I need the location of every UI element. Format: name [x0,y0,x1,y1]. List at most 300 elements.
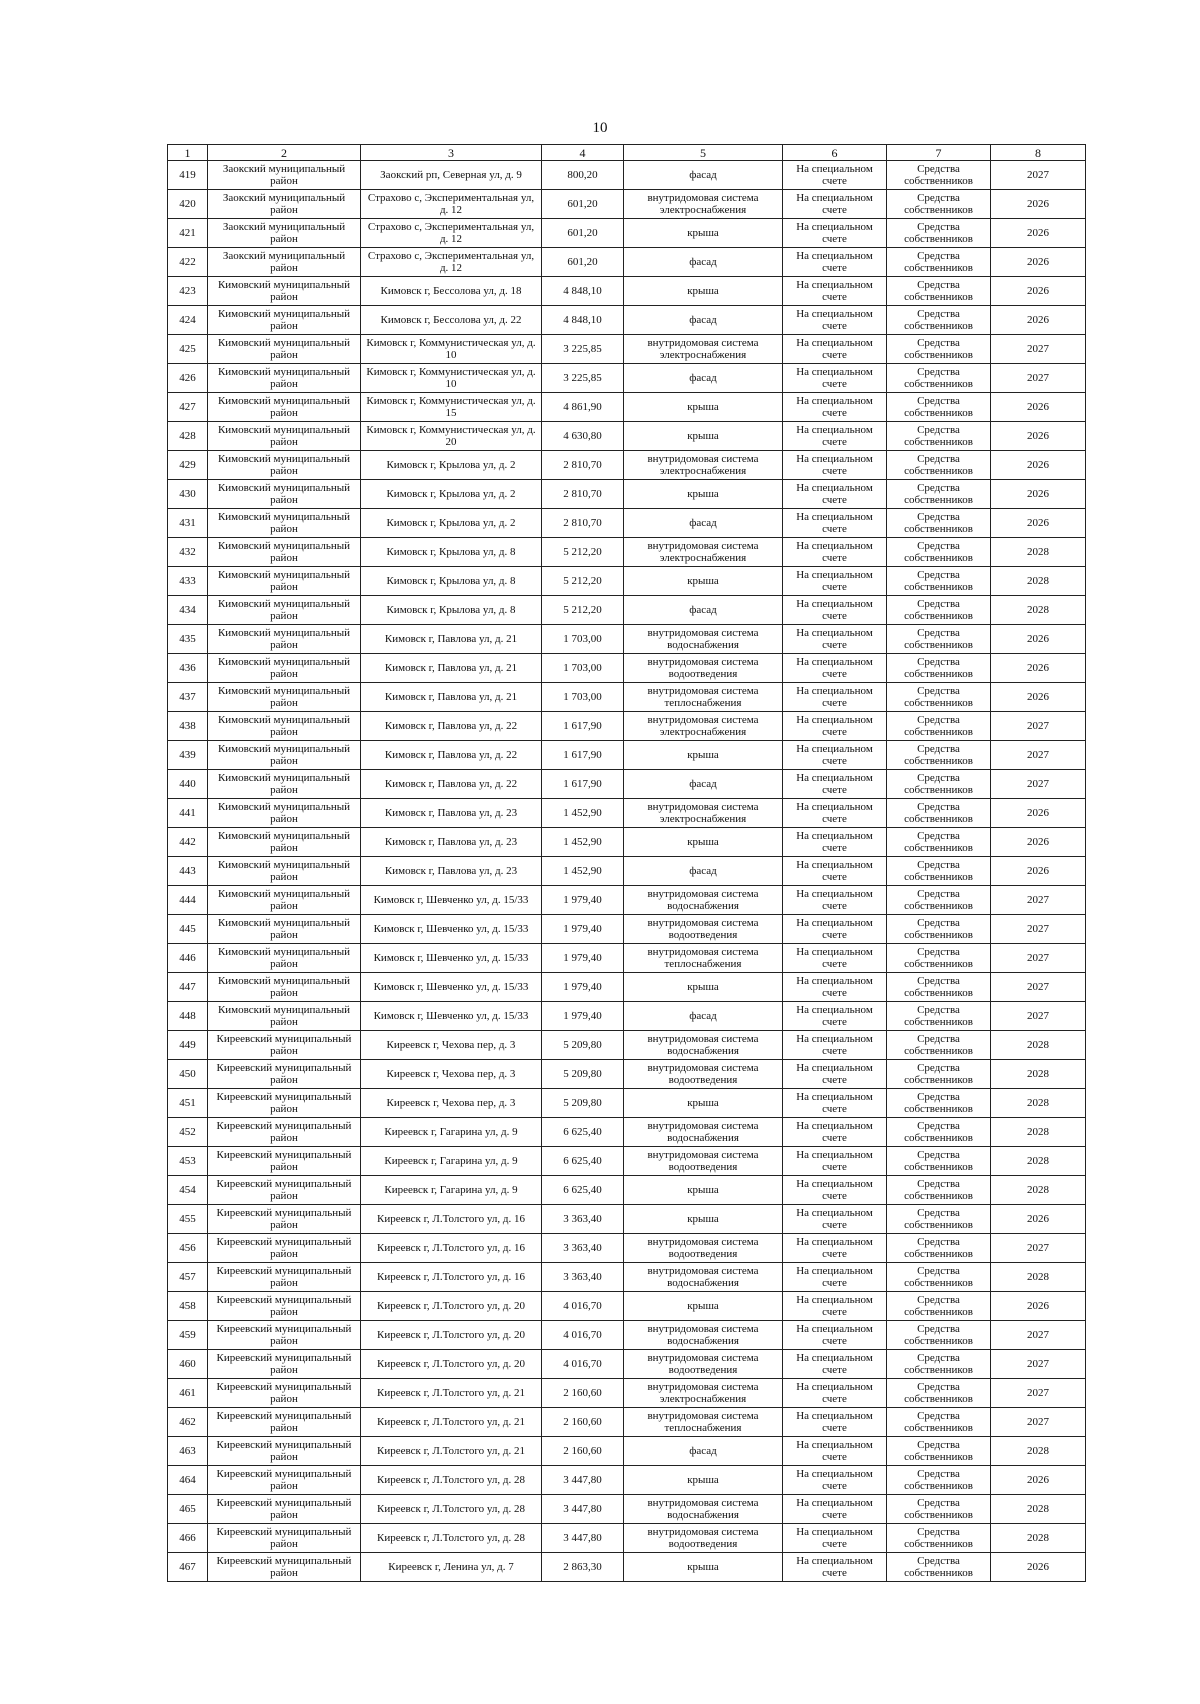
year-cell: 2027 [991,915,1086,944]
address-cell: Кимовск г, Павлова ул, д. 23 [361,857,542,886]
area-cell: 5 209,80 [542,1060,624,1089]
table-row [168,1524,1086,1553]
work-type-cell: фасад [624,306,783,335]
work-type-cell: фасад [624,596,783,625]
year-cell: 2026 [991,248,1086,277]
row-number-cell: 462 [168,1408,208,1437]
work-type-cell: внутридомовая система водоотведения [624,1350,783,1379]
row-number-cell: 419 [168,161,208,190]
work-type-cell: внутридомовая система водоотведения [624,1524,783,1553]
year-cell: 2028 [991,1263,1086,1292]
header-row [168,145,1086,161]
table-row [168,683,1086,712]
area-cell: 1 703,00 [542,625,624,654]
address-cell: Кимовск г, Шевченко ул, д. 15/33 [361,1002,542,1031]
fund-account-cell: На специальном счете [783,1437,887,1466]
address-cell: Киреевск г, Л.Толстого ул, д. 20 [361,1292,542,1321]
work-type-cell: крыша [624,480,783,509]
work-type-cell: фасад [624,248,783,277]
work-type-cell: внутридомовая система водоснабжения [624,625,783,654]
column-header: 5 [624,145,783,161]
work-type-cell: внутридомовая система водоотведения [624,1147,783,1176]
table-row [168,770,1086,799]
address-cell: Киреевск г, Л.Толстого ул, д. 21 [361,1408,542,1437]
row-number-cell: 430 [168,480,208,509]
year-cell: 2026 [991,190,1086,219]
row-number-cell: 439 [168,741,208,770]
area-cell: 1 703,00 [542,683,624,712]
address-cell: Киреевск г, Чехова пер, д. 3 [361,1089,542,1118]
work-type-cell: крыша [624,1176,783,1205]
row-number-cell: 428 [168,422,208,451]
address-cell: Кимовск г, Павлова ул, д. 22 [361,741,542,770]
year-cell: 2026 [991,219,1086,248]
address-cell: Киреевск г, Л.Толстого ул, д. 16 [361,1234,542,1263]
funding-source-cell: Средства собственников [887,1089,991,1118]
fund-account-cell: На специальном счете [783,248,887,277]
work-type-cell: внутридомовая система электроснабжения [624,799,783,828]
area-cell: 2 160,60 [542,1379,624,1408]
table-row [168,538,1086,567]
year-cell: 2028 [991,1060,1086,1089]
year-cell: 2028 [991,1524,1086,1553]
work-type-cell: крыша [624,1205,783,1234]
year-cell: 2027 [991,161,1086,190]
fund-account-cell: На специальном счете [783,625,887,654]
table-row [168,1292,1086,1321]
year-cell: 2026 [991,1466,1086,1495]
address-cell: Кимовск г, Крылова ул, д. 2 [361,509,542,538]
address-cell: Кимовск г, Коммунистическая ул, д. 10 [361,335,542,364]
table-row [168,1495,1086,1524]
table-row [168,973,1086,1002]
row-number-cell: 431 [168,509,208,538]
district-cell: Киреевский муниципальный район [208,1350,361,1379]
year-cell: 2027 [991,335,1086,364]
address-cell: Кимовск г, Шевченко ул, д. 15/33 [361,915,542,944]
funding-source-cell: Средства собственников [887,538,991,567]
row-number-cell: 441 [168,799,208,828]
area-cell: 1 452,90 [542,799,624,828]
row-number-cell: 457 [168,1263,208,1292]
address-cell: Кимовск г, Шевченко ул, д. 15/33 [361,973,542,1002]
address-cell: Кимовск г, Бессолова ул, д. 18 [361,277,542,306]
table-row [168,1147,1086,1176]
area-cell: 3 363,40 [542,1205,624,1234]
year-cell: 2028 [991,1118,1086,1147]
row-number-cell: 433 [168,567,208,596]
row-number-cell: 460 [168,1350,208,1379]
column-header: 6 [783,145,887,161]
work-type-cell: внутридомовая система электроснабжения [624,335,783,364]
area-cell: 2 810,70 [542,509,624,538]
district-cell: Кимовский муниципальный район [208,799,361,828]
year-cell: 2027 [991,1379,1086,1408]
funding-source-cell: Средства собственников [887,741,991,770]
table-row [168,712,1086,741]
year-cell: 2027 [991,1408,1086,1437]
table-row [168,944,1086,973]
row-number-cell: 436 [168,654,208,683]
page-number: 10 [592,120,608,136]
address-cell: Киреевск г, Л.Толстого ул, д. 20 [361,1321,542,1350]
row-number-cell: 434 [168,596,208,625]
table-row [168,596,1086,625]
address-cell: Киреевск г, Л.Толстого ул, д. 28 [361,1495,542,1524]
year-cell: 2027 [991,712,1086,741]
area-cell: 2 160,60 [542,1408,624,1437]
fund-account-cell: На специальном счете [783,1002,887,1031]
row-number-cell: 465 [168,1495,208,1524]
area-cell: 6 625,40 [542,1147,624,1176]
district-cell: Кимовский муниципальный район [208,538,361,567]
funding-source-cell: Средства собственников [887,973,991,1002]
table-row [168,161,1086,190]
area-cell: 1 979,40 [542,886,624,915]
district-cell: Кимовский муниципальный район [208,886,361,915]
district-cell: Киреевский муниципальный район [208,1524,361,1553]
fund-account-cell: На специальном счете [783,538,887,567]
funding-source-cell: Средства собственников [887,422,991,451]
district-cell: Кимовский муниципальный район [208,944,361,973]
work-type-cell: фасад [624,509,783,538]
area-cell: 1 703,00 [542,654,624,683]
funding-source-cell: Средства собственников [887,1205,991,1234]
year-cell: 2026 [991,480,1086,509]
row-number-cell: 451 [168,1089,208,1118]
area-cell: 1 979,40 [542,944,624,973]
fund-account-cell: На специальном счете [783,1205,887,1234]
funding-source-cell: Средства собственников [887,1321,991,1350]
row-number-cell: 456 [168,1234,208,1263]
address-cell: Страхово с, Экспериментальная ул, д. 12 [361,248,542,277]
year-cell: 2027 [991,1321,1086,1350]
fund-account-cell: На специальном счете [783,1060,887,1089]
table-row [168,1408,1086,1437]
funding-source-cell: Средства собственников [887,596,991,625]
area-cell: 3 363,40 [542,1234,624,1263]
table-row [168,219,1086,248]
row-number-cell: 450 [168,1060,208,1089]
address-cell: Кимовск г, Коммунистическая ул, д. 20 [361,422,542,451]
funding-source-cell: Средства собственников [887,1263,991,1292]
fund-account-cell: На специальном счете [783,712,887,741]
district-cell: Кимовский муниципальный район [208,654,361,683]
district-cell: Заокский муниципальный район [208,161,361,190]
funding-source-cell: Средства собственников [887,393,991,422]
table-row [168,1263,1086,1292]
district-cell: Киреевский муниципальный район [208,1089,361,1118]
fund-account-cell: На специальном счете [783,422,887,451]
funding-source-cell: Средства собственников [887,1495,991,1524]
table-row [168,799,1086,828]
year-cell: 2026 [991,1205,1086,1234]
fund-account-cell: На специальном счете [783,509,887,538]
work-type-cell: крыша [624,1466,783,1495]
district-cell: Кимовский муниципальный район [208,973,361,1002]
work-type-cell: внутридомовая система теплоснабжения [624,1408,783,1437]
year-cell: 2028 [991,596,1086,625]
table-row [168,277,1086,306]
table-header [168,145,1086,161]
work-type-cell: внутридомовая система электроснабжения [624,712,783,741]
funding-source-cell: Средства собственников [887,799,991,828]
district-cell: Кимовский муниципальный район [208,422,361,451]
district-cell: Киреевский муниципальный район [208,1031,361,1060]
fund-account-cell: На специальном счете [783,1379,887,1408]
address-cell: Кимовск г, Крылова ул, д. 8 [361,596,542,625]
work-type-cell: внутридомовая система водоснабжения [624,1321,783,1350]
year-cell: 2028 [991,1147,1086,1176]
district-cell: Кимовский муниципальный район [208,915,361,944]
row-number-cell: 424 [168,306,208,335]
table-row [168,190,1086,219]
funding-source-cell: Средства собственников [887,1437,991,1466]
address-cell: Кимовск г, Коммунистическая ул, д. 10 [361,364,542,393]
address-cell: Кимовск г, Крылова ул, д. 2 [361,480,542,509]
funding-source-cell: Средства собственников [887,712,991,741]
row-number-cell: 453 [168,1147,208,1176]
row-number-cell: 447 [168,973,208,1002]
table-row [168,1089,1086,1118]
work-type-cell: фасад [624,857,783,886]
funding-source-cell: Средства собственников [887,944,991,973]
address-cell: Киреевск г, Гагарина ул, д. 9 [361,1176,542,1205]
year-cell: 2027 [991,944,1086,973]
column-header: 3 [361,145,542,161]
table-row [168,1234,1086,1263]
address-cell: Кимовск г, Бессолова ул, д. 22 [361,306,542,335]
table-row [168,886,1086,915]
district-cell: Кимовский муниципальный район [208,364,361,393]
funding-source-cell: Средства собственников [887,1031,991,1060]
row-number-cell: 420 [168,190,208,219]
funding-source-cell: Средства собственников [887,480,991,509]
work-type-cell: внутридомовая система водоотведения [624,915,783,944]
year-cell: 2027 [991,1002,1086,1031]
table-row [168,1350,1086,1379]
column-header: 2 [208,145,361,161]
row-number-cell: 461 [168,1379,208,1408]
table-row [168,480,1086,509]
address-cell: Киреевск г, Л.Толстого ул, д. 16 [361,1263,542,1292]
column-header: 4 [542,145,624,161]
table-row [168,567,1086,596]
work-type-cell: фасад [624,770,783,799]
funding-source-cell: Средства собственников [887,219,991,248]
fund-account-cell: На специальном счете [783,1524,887,1553]
district-cell: Киреевский муниципальный район [208,1118,361,1147]
funding-source-cell: Средства собственников [887,1553,991,1582]
table-row [168,335,1086,364]
address-cell: Кимовск г, Коммунистическая ул, д. 15 [361,393,542,422]
row-number-cell: 442 [168,828,208,857]
district-cell: Киреевский муниципальный район [208,1321,361,1350]
funding-source-cell: Средства собственников [887,1524,991,1553]
fund-account-cell: На специальном счете [783,799,887,828]
year-cell: 2026 [991,1553,1086,1582]
funding-source-cell: Средства собственников [887,1060,991,1089]
year-cell: 2027 [991,1234,1086,1263]
fund-account-cell: На специальном счете [783,567,887,596]
work-type-cell: внутридомовая система электроснабжения [624,538,783,567]
address-cell: Киреевск г, Л.Толстого ул, д. 28 [361,1466,542,1495]
address-cell: Кимовск г, Крылова ул, д. 2 [361,451,542,480]
fund-account-cell: На специальном счете [783,306,887,335]
area-cell: 4 016,70 [542,1321,624,1350]
area-cell: 800,20 [542,161,624,190]
work-type-cell: внутридомовая система электроснабжения [624,1379,783,1408]
fund-account-cell: На специальном счете [783,1408,887,1437]
table-row [168,1060,1086,1089]
table-row [168,1321,1086,1350]
district-cell: Кимовский муниципальный район [208,625,361,654]
area-cell: 3 225,85 [542,364,624,393]
district-cell: Кимовский муниципальный район [208,683,361,712]
district-cell: Кимовский муниципальный район [208,306,361,335]
year-cell: 2027 [991,886,1086,915]
year-cell: 2026 [991,828,1086,857]
funding-source-cell: Средства собственников [887,1002,991,1031]
funding-source-cell: Средства собственников [887,277,991,306]
table-row [168,828,1086,857]
district-cell: Киреевский муниципальный район [208,1437,361,1466]
address-cell: Киреевск г, Чехова пер, д. 3 [361,1031,542,1060]
district-cell: Киреевский муниципальный район [208,1234,361,1263]
row-number-cell: 429 [168,451,208,480]
district-cell: Киреевский муниципальный район [208,1060,361,1089]
table-row [168,1553,1086,1582]
work-type-cell: внутридомовая система водоснабжения [624,1031,783,1060]
work-type-cell: крыша [624,393,783,422]
year-cell: 2026 [991,683,1086,712]
work-type-cell: крыша [624,422,783,451]
area-cell: 4 016,70 [542,1350,624,1379]
area-cell: 3 363,40 [542,1263,624,1292]
table-row [168,451,1086,480]
row-number-cell: 466 [168,1524,208,1553]
year-cell: 2028 [991,1176,1086,1205]
area-cell: 3 447,80 [542,1524,624,1553]
row-number-cell: 427 [168,393,208,422]
column-header: 1 [168,145,208,161]
row-number-cell: 423 [168,277,208,306]
year-cell: 2027 [991,973,1086,1002]
area-cell: 4 861,90 [542,393,624,422]
address-cell: Киреевск г, Л.Толстого ул, д. 28 [361,1524,542,1553]
year-cell: 2026 [991,625,1086,654]
fund-account-cell: На специальном счете [783,364,887,393]
work-type-cell: внутридомовая система теплоснабжения [624,683,783,712]
district-cell: Киреевский муниципальный район [208,1292,361,1321]
work-type-cell: крыша [624,828,783,857]
fund-account-cell: На специальном счете [783,335,887,364]
year-cell: 2026 [991,277,1086,306]
work-type-cell: крыша [624,1089,783,1118]
funding-source-cell: Средства собственников [887,1118,991,1147]
table-row [168,509,1086,538]
fund-account-cell: На специальном счете [783,1089,887,1118]
address-cell: Киреевск г, Гагарина ул, д. 9 [361,1118,542,1147]
fund-account-cell: На специальном счете [783,1321,887,1350]
row-number-cell: 446 [168,944,208,973]
row-number-cell: 432 [168,538,208,567]
district-cell: Кимовский муниципальный район [208,741,361,770]
year-cell: 2026 [991,509,1086,538]
district-cell: Киреевский муниципальный район [208,1379,361,1408]
row-number-cell: 440 [168,770,208,799]
area-cell: 1 452,90 [542,857,624,886]
year-cell: 2027 [991,364,1086,393]
fund-account-cell: На специальном счете [783,741,887,770]
row-number-cell: 426 [168,364,208,393]
district-cell: Киреевский муниципальный район [208,1553,361,1582]
funding-source-cell: Средства собственников [887,1176,991,1205]
area-cell: 601,20 [542,248,624,277]
address-cell: Кимовск г, Павлова ул, д. 23 [361,828,542,857]
area-cell: 5 212,20 [542,567,624,596]
row-number-cell: 444 [168,886,208,915]
area-cell: 4 848,10 [542,277,624,306]
work-type-cell: внутридомовая система электроснабжения [624,190,783,219]
funding-source-cell: Средства собственников [887,915,991,944]
row-number-cell: 458 [168,1292,208,1321]
row-number-cell: 448 [168,1002,208,1031]
address-cell: Киреевск г, Л.Толстого ул, д. 21 [361,1379,542,1408]
funding-source-cell: Средства собственников [887,161,991,190]
fund-account-cell: На специальном счете [783,393,887,422]
fund-account-cell: На специальном счете [783,973,887,1002]
fund-account-cell: На специальном счете [783,1118,887,1147]
funding-source-cell: Средства собственников [887,190,991,219]
row-number-cell: 438 [168,712,208,741]
fund-account-cell: На специальном счете [783,1147,887,1176]
table-row [168,741,1086,770]
fund-account-cell: На специальном счете [783,915,887,944]
row-number-cell: 425 [168,335,208,364]
district-cell: Киреевский муниципальный район [208,1466,361,1495]
area-cell: 4 630,80 [542,422,624,451]
work-type-cell: крыша [624,1292,783,1321]
area-cell: 1 452,90 [542,828,624,857]
area-cell: 601,20 [542,219,624,248]
work-type-cell: фасад [624,1437,783,1466]
work-type-cell: фасад [624,364,783,393]
address-cell: Кимовск г, Павлова ул, д. 21 [361,654,542,683]
district-cell: Кимовский муниципальный район [208,770,361,799]
fund-account-cell: На специальном счете [783,1234,887,1263]
fund-account-cell: На специальном счете [783,1292,887,1321]
funding-source-cell: Средства собственников [887,654,991,683]
row-number-cell: 422 [168,248,208,277]
district-cell: Заокский муниципальный район [208,219,361,248]
table-row [168,393,1086,422]
area-cell: 5 212,20 [542,538,624,567]
year-cell: 2028 [991,1437,1086,1466]
address-cell: Киреевск г, Л.Толстого ул, д. 16 [361,1205,542,1234]
district-cell: Кимовский муниципальный район [208,596,361,625]
area-cell: 6 625,40 [542,1118,624,1147]
year-cell: 2028 [991,1089,1086,1118]
work-type-cell: внутридомовая система водоотведения [624,654,783,683]
funding-source-cell: Средства собственников [887,1350,991,1379]
work-type-cell: внутридомовая система водоотведения [624,1060,783,1089]
work-type-cell: внутридомовая система водоснабжения [624,1495,783,1524]
year-cell: 2028 [991,1031,1086,1060]
row-number-cell: 463 [168,1437,208,1466]
column-header: 8 [991,145,1086,161]
area-cell: 2 863,30 [542,1553,624,1582]
